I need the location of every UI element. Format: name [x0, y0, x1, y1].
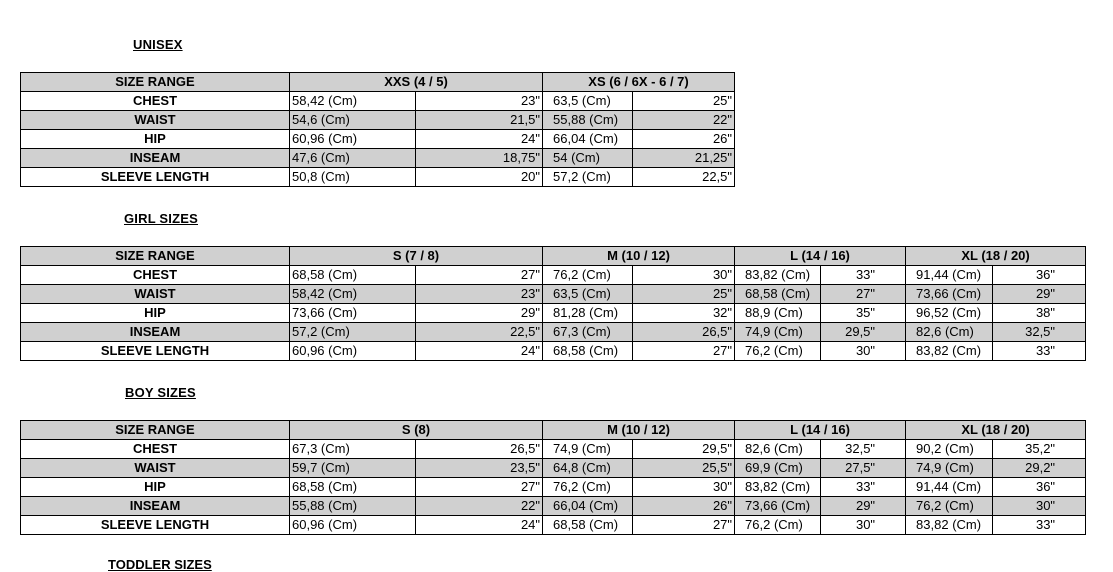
cm-value: 47,6 (Cm): [290, 149, 416, 168]
cm-value: 76,2 (Cm): [543, 266, 633, 285]
measurement-label: HIP: [21, 478, 290, 497]
measurement-label: CHEST: [21, 266, 290, 285]
size-header: M (10 / 12): [543, 421, 735, 440]
table-row: [21, 440, 1086, 459]
cm-value: 58,42 (Cm): [290, 285, 416, 304]
inch-value: 24": [416, 130, 543, 149]
cm-value: 67,3 (Cm): [543, 323, 633, 342]
cm-value: 68,58 (Cm): [290, 266, 416, 285]
inch-value: 32,5": [821, 440, 906, 459]
cm-value: 73,66 (Cm): [290, 304, 416, 323]
cm-value: 59,7 (Cm): [290, 459, 416, 478]
cm-value: 74,9 (Cm): [543, 440, 633, 459]
inch-value: 27": [416, 478, 543, 497]
cm-value: 67,3 (Cm): [290, 440, 416, 459]
cm-value: 74,9 (Cm): [906, 459, 993, 478]
inch-value: 25": [633, 285, 735, 304]
measurement-label: CHEST: [21, 92, 290, 111]
table-header-row: [21, 247, 1086, 266]
measurement-label: WAIST: [21, 459, 290, 478]
inch-value: 20": [416, 168, 543, 187]
section-title-boy-sizes: BOY SIZES: [125, 385, 196, 400]
inch-value: 22,5": [416, 323, 543, 342]
table-row: [21, 266, 1086, 285]
inch-value: 30": [633, 478, 735, 497]
table-row: [21, 478, 1086, 497]
table-row: [21, 168, 735, 187]
table-row: [21, 459, 1086, 478]
cm-value: 81,28 (Cm): [543, 304, 633, 323]
inch-value: 24": [416, 342, 543, 361]
unisex-size-table: [20, 72, 735, 187]
cm-value: 57,2 (Cm): [543, 168, 633, 187]
size-header: XL (18 / 20): [906, 247, 1086, 266]
cm-value: 69,9 (Cm): [735, 459, 821, 478]
inch-value: 30": [633, 266, 735, 285]
inch-value: 38": [993, 304, 1086, 323]
cm-value: 90,2 (Cm): [906, 440, 993, 459]
measurement-label: WAIST: [21, 111, 290, 130]
cm-value: 76,2 (Cm): [735, 342, 821, 361]
inch-value: 33": [993, 516, 1086, 535]
cm-value: 68,58 (Cm): [543, 516, 633, 535]
table-row: [21, 111, 735, 130]
cm-value: 83,82 (Cm): [906, 342, 993, 361]
section-title-toddler-sizes: TODDLER SIZES: [108, 557, 212, 572]
inch-value: 23": [416, 285, 543, 304]
size-header: S (8): [290, 421, 543, 440]
inch-value: 29,2": [993, 459, 1086, 478]
inch-value: 27": [633, 342, 735, 361]
cm-value: 88,9 (Cm): [735, 304, 821, 323]
inch-value: 32": [633, 304, 735, 323]
cm-value: 83,82 (Cm): [735, 266, 821, 285]
inch-value: 23,5": [416, 459, 543, 478]
girl-size-table: [20, 246, 1086, 361]
inch-value: 27": [821, 285, 906, 304]
cm-value: 76,2 (Cm): [906, 497, 993, 516]
inch-value: 29": [993, 285, 1086, 304]
size-header: XS (6 / 6X - 6 / 7): [543, 73, 735, 92]
table-row: [21, 285, 1086, 304]
table-row: [21, 92, 735, 111]
table-header-row: [21, 421, 1086, 440]
inch-value: 26": [633, 497, 735, 516]
inch-value: 26,5": [416, 440, 543, 459]
inch-value: 29": [416, 304, 543, 323]
measurement-label: SLEEVE LENGTH: [21, 516, 290, 535]
cm-value: 55,88 (Cm): [290, 497, 416, 516]
cm-value: 66,04 (Cm): [543, 130, 633, 149]
section-title-girl-sizes: GIRL SIZES: [124, 211, 198, 226]
measurement-label: SLEEVE LENGTH: [21, 342, 290, 361]
size-header: L (14 / 16): [735, 421, 906, 440]
cm-value: 91,44 (Cm): [906, 266, 993, 285]
inch-value: 33": [821, 266, 906, 285]
cm-value: 73,66 (Cm): [735, 497, 821, 516]
size-header: S (7 / 8): [290, 247, 543, 266]
measurement-label: HIP: [21, 130, 290, 149]
cm-value: 54 (Cm): [543, 149, 633, 168]
measurement-label: SLEEVE LENGTH: [21, 168, 290, 187]
cm-value: 60,96 (Cm): [290, 342, 416, 361]
inch-value: 18,75": [416, 149, 543, 168]
table-header-row: [21, 73, 735, 92]
inch-value: 21,5": [416, 111, 543, 130]
table-row: [21, 342, 1086, 361]
inch-value: 27": [633, 516, 735, 535]
inch-value: 22,5": [633, 168, 735, 187]
cm-value: 68,58 (Cm): [735, 285, 821, 304]
size-header: L (14 / 16): [735, 247, 906, 266]
inch-value: 29,5": [633, 440, 735, 459]
inch-value: 36": [993, 478, 1086, 497]
cm-value: 63,5 (Cm): [543, 285, 633, 304]
cm-value: 64,8 (Cm): [543, 459, 633, 478]
cm-value: 74,9 (Cm): [735, 323, 821, 342]
cm-value: 63,5 (Cm): [543, 92, 633, 111]
table-row: [21, 149, 735, 168]
boy-size-table: [20, 420, 1086, 535]
cm-value: 68,58 (Cm): [290, 478, 416, 497]
cm-value: 58,42 (Cm): [290, 92, 416, 111]
cm-value: 55,88 (Cm): [543, 111, 633, 130]
size-range-header: SIZE RANGE: [21, 421, 290, 440]
cm-value: 82,6 (Cm): [735, 440, 821, 459]
cm-value: 50,8 (Cm): [290, 168, 416, 187]
size-header: XL (18 / 20): [906, 421, 1086, 440]
inch-value: 35,2": [993, 440, 1086, 459]
inch-value: 33": [821, 478, 906, 497]
cm-value: 76,2 (Cm): [543, 478, 633, 497]
inch-value: 22": [416, 497, 543, 516]
inch-value: 22": [633, 111, 735, 130]
cm-value: 83,82 (Cm): [906, 516, 993, 535]
cm-value: 60,96 (Cm): [290, 130, 416, 149]
inch-value: 26": [633, 130, 735, 149]
table-row: [21, 130, 735, 149]
section-title-unisex: UNISEX: [133, 37, 183, 52]
inch-value: 29": [821, 497, 906, 516]
size-range-header: SIZE RANGE: [21, 247, 290, 266]
size-header: XXS (4 / 5): [290, 73, 543, 92]
inch-value: 33": [993, 342, 1086, 361]
cm-value: 83,82 (Cm): [735, 478, 821, 497]
table-row: [21, 516, 1086, 535]
cm-value: 57,2 (Cm): [290, 323, 416, 342]
cm-value: 68,58 (Cm): [543, 342, 633, 361]
inch-value: 36": [993, 266, 1086, 285]
size-header: M (10 / 12): [543, 247, 735, 266]
inch-value: 23": [416, 92, 543, 111]
cm-value: 66,04 (Cm): [543, 497, 633, 516]
cm-value: 96,52 (Cm): [906, 304, 993, 323]
table-row: [21, 323, 1086, 342]
size-range-header: SIZE RANGE: [21, 73, 290, 92]
cm-value: 76,2 (Cm): [735, 516, 821, 535]
measurement-label: INSEAM: [21, 323, 290, 342]
inch-value: 30": [821, 516, 906, 535]
cm-value: 91,44 (Cm): [906, 478, 993, 497]
cm-value: 60,96 (Cm): [290, 516, 416, 535]
measurement-label: HIP: [21, 304, 290, 323]
cm-value: 82,6 (Cm): [906, 323, 993, 342]
measurement-label: INSEAM: [21, 497, 290, 516]
table-row: [21, 304, 1086, 323]
table-row: [21, 497, 1086, 516]
inch-value: 29,5": [821, 323, 906, 342]
inch-value: 27": [416, 266, 543, 285]
cm-value: 73,66 (Cm): [906, 285, 993, 304]
measurement-label: INSEAM: [21, 149, 290, 168]
measurement-label: WAIST: [21, 285, 290, 304]
inch-value: 32,5": [993, 323, 1086, 342]
inch-value: 24": [416, 516, 543, 535]
cm-value: 54,6 (Cm): [290, 111, 416, 130]
inch-value: 27,5": [821, 459, 906, 478]
inch-value: 26,5": [633, 323, 735, 342]
inch-value: 30": [821, 342, 906, 361]
inch-value: 30": [993, 497, 1086, 516]
inch-value: 25,5": [633, 459, 735, 478]
measurement-label: CHEST: [21, 440, 290, 459]
inch-value: 35": [821, 304, 906, 323]
inch-value: 25": [633, 92, 735, 111]
inch-value: 21,25": [633, 149, 735, 168]
